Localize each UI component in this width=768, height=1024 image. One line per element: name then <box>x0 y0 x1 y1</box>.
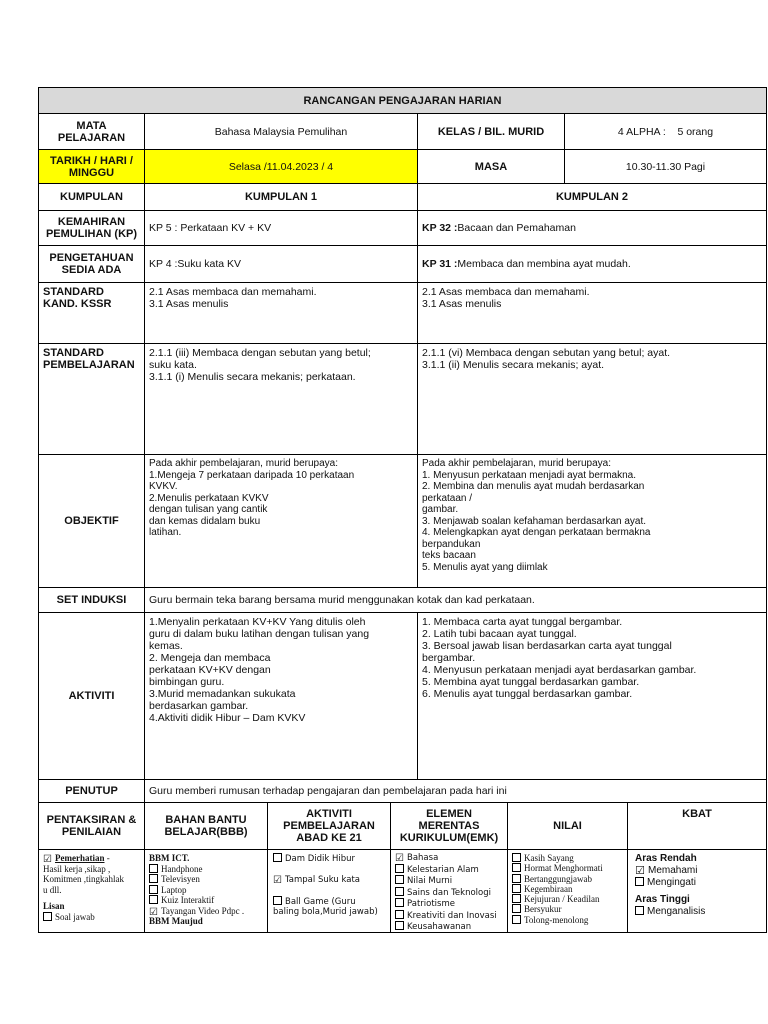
pemerhatian-item <box>43 853 140 895</box>
emk-item <box>395 864 503 876</box>
aktiviti-k1: 1.Menyalin perkataan KV+KV Yang ditulis oleh guru di dalam buku latihan dengan tulisan yang kemas. 2. Mengeja dan membaca perkataan KV+KV dengan bimbingan guru. 3.Murid memadankan sukukata berdasarkan gambar. 4.Aktiviti didik Hibur – Dam KVKV <box>144 612 418 780</box>
kemahiran-k2-text: Bacaan dan Pemahaman <box>457 222 576 234</box>
nilai-item <box>512 904 623 914</box>
page-title: RANCANGAN PENGAJARAN HARIAN <box>38 87 767 114</box>
soal-jawab-label: Soal jawab <box>55 911 95 922</box>
pengetahuan-k1: KP 4 :Suku kata KV <box>144 245 418 283</box>
checkbox[interactable] <box>512 874 521 883</box>
bbb-item-label: Kuiz Interaktif <box>161 895 215 905</box>
checkbox[interactable] <box>43 912 52 921</box>
standard-kand-label: STANDARD KAND. KSSR <box>38 282 145 344</box>
abad-item-label: Dam Didik Hibur <box>285 854 356 864</box>
kelas-value: 4 ALPHA : 5 orang <box>564 113 767 150</box>
emk-cell <box>390 849 508 933</box>
aktiviti-label: AKTIVITI <box>38 612 145 780</box>
checkbox[interactable] <box>395 887 404 896</box>
bbb-item-checked <box>149 906 263 917</box>
abad-cell <box>267 849 391 933</box>
emk-header: ELEMEN MERENTAS KURIKULUM(EMK) <box>390 802 508 850</box>
abad-item <box>273 896 385 917</box>
checkbox[interactable] <box>512 863 521 872</box>
checkbox[interactable] <box>149 874 158 883</box>
pentaksiran-header: PENTAKSIRAN & PENILAIAN <box>38 802 145 850</box>
kbat-item <box>635 906 759 918</box>
nilai-item-label: Bersyukur <box>524 904 562 915</box>
aras-tinggi-label: Aras Tinggi <box>635 894 690 905</box>
pemerhatian-title: Pemerhatian <box>55 853 105 863</box>
standard-pemb-label: STANDARD PEMBELAJARAN <box>38 343 145 455</box>
set-induksi-text: Guru bermain teka barang bersama murid menggunakan kotak dan kad perkataan. <box>144 587 767 613</box>
kbat-item-label: Memahami <box>648 865 698 876</box>
mata-pelajaran-label: MATA PELAJARAN <box>38 113 145 150</box>
nilai-item-label: Hormat Menghormati <box>524 863 603 874</box>
set-induksi-label: SET INDUKSI <box>38 587 145 613</box>
bbm-ict-label: BBM ICT. <box>149 853 190 863</box>
nilai-item-label: Kasih Sayang <box>524 853 574 863</box>
nilai-header: NILAI <box>507 802 628 850</box>
tarikh-value: Selasa /11.04.2023 / 4 <box>144 149 418 184</box>
checkbox-checked[interactable]: ☑ <box>43 854 52 865</box>
kumpulan-1-header: KUMPULAN 1 <box>144 183 418 211</box>
pengetahuan-k2-text: Membaca dan membina ayat mudah. <box>457 258 631 270</box>
nilai-item <box>512 884 623 894</box>
bbb-item <box>149 864 263 875</box>
aras-rendah-label: Aras Rendah <box>635 853 697 864</box>
nilai-item <box>512 894 623 904</box>
nilai-item-label: Tolong-menolong <box>524 914 589 925</box>
bbb-item <box>149 895 263 906</box>
checkbox[interactable] <box>512 853 521 862</box>
abad-item <box>273 853 385 864</box>
mata-pelajaran-value: Bahasa Malaysia Pemulihan <box>144 113 418 150</box>
emk-item <box>395 910 503 922</box>
checkbox[interactable] <box>395 875 404 884</box>
checkbox[interactable] <box>395 864 404 873</box>
bbb-item-label: Handphone <box>161 863 203 874</box>
masa-label: MASA <box>417 149 565 184</box>
objektif-k1: Pada akhir pembelajaran, murid berupaya: 1.Mengeja 7 perkataan daripada 10 perkataan KVKV. 2.Menulis perkataan KVKV dengan tulisan yang cantik dan kemas didalam buku latihan. <box>144 454 418 588</box>
masa-value: 10.30-11.30 Pagi <box>564 149 767 184</box>
emk-item <box>395 887 503 899</box>
standard-kand-k1: 2.1 Asas membaca dan memahami. 3.1 Asas menulis <box>144 282 418 344</box>
kemahiran-label: KEMAHIRAN PEMULIHAN (KP) <box>38 210 145 246</box>
checkbox[interactable] <box>149 885 158 894</box>
emk-item-label: Nilai Murni <box>407 876 453 886</box>
kbat-item-label: Mengingati <box>647 877 696 888</box>
checkbox-checked[interactable]: ☑ <box>395 853 404 864</box>
emk-item-label: Patriotisme <box>407 899 455 909</box>
checkbox[interactable] <box>635 877 644 886</box>
pentaksiran-cell <box>38 849 145 933</box>
checkbox[interactable] <box>273 853 282 862</box>
soal-jawab-item <box>43 912 140 923</box>
nilai-item-label: Kegembiraan <box>524 883 573 894</box>
emk-item-label: Bahasa <box>407 853 439 863</box>
kemahiran-k2-code: KP 32 : <box>422 222 458 234</box>
lisan-label: Lisan <box>43 901 65 911</box>
abad-item-label: Tampal Suku kata <box>285 875 360 885</box>
nilai-item <box>512 915 623 925</box>
penutup-label: PENUTUP <box>38 779 145 803</box>
checkbox[interactable] <box>635 906 644 915</box>
nilai-cell <box>507 849 628 933</box>
objektif-k2: Pada akhir pembelajaran, murid berupaya: 1. Menyusun perkataan menjadi ayat bermakna. 2. Membina dan menulis ayat mudah berdasarkan perkataan / gambar. 3. Menjawab soalan kefahaman berdasarkan ayat. 4. Melengkapkan ayat dengan perkataan bermakna berpandukan teks bacaan 5. Menulis ayat yang diimlak <box>417 454 767 588</box>
emk-item <box>395 921 503 933</box>
checkbox[interactable] <box>273 896 282 905</box>
bbb-item <box>149 874 263 885</box>
checkbox-checked[interactable]: ☑ <box>635 865 645 877</box>
emk-item <box>395 898 503 910</box>
checkbox[interactable] <box>512 904 521 913</box>
checkbox[interactable] <box>149 895 158 904</box>
aktiviti-k2: 1. Membaca carta ayat tunggal bergambar. 2. Latih tubi bacaan ayat tunggal. 3. Bersoal jawab lisan berdasarkan carta ayat tunggal bergambar. 4. Menyusun perkataan menjadi ayat berdasarkan gambar. 5. Membina ayat tunggal berdasarkan gambar. 6. Menulis ayat tunggal berdasarkan gambar. <box>417 612 767 780</box>
emk-item <box>395 875 503 887</box>
kemahiran-k1: KP 5 : Perkataan KV + KV <box>144 210 418 246</box>
kbat-header: KBAT <box>627 802 767 850</box>
pengetahuan-k2-code: KP 31 : <box>422 258 458 270</box>
nilai-item-label: Bertanggungjawab <box>524 873 592 884</box>
kemahiran-k2 <box>417 210 767 246</box>
standard-pemb-k2: 2.1.1 (vi) Membaca dengan sebutan yang betul; ayat. 3.1.1 (ii) Menulis secara mekanis; ayat. <box>417 343 767 455</box>
checkbox[interactable] <box>395 921 404 930</box>
bbm-maujud-label: BBM Maujud <box>149 916 203 926</box>
penutup-text: Guru memberi rumusan terhadap pengajaran dan pembelajaran pada hari ini <box>144 779 767 803</box>
kbat-item-label: Menganalisis <box>647 906 706 917</box>
tarikh-label: TARIKH / HARI / MINGGU <box>38 149 145 184</box>
kbat-cell <box>627 849 767 933</box>
checkbox[interactable] <box>512 915 521 924</box>
abad-header: AKTIVITI PEMBELAJARAN ABAD KE 21 <box>267 802 391 850</box>
kbat-item <box>635 877 759 889</box>
emk-item-label: Keusahawanan <box>407 922 472 932</box>
bbb-cell <box>144 849 268 933</box>
kumpulan-label: KUMPULAN <box>38 183 145 211</box>
standard-kand-k2: 2.1 Asas membaca dan memahami. 3.1 Asas menulis <box>417 282 767 344</box>
emk-item-label: Kelestarian Alam <box>407 864 479 875</box>
nilai-item <box>512 874 623 884</box>
checkbox[interactable] <box>512 884 521 893</box>
nilai-item <box>512 853 623 863</box>
bbb-item-label: Televisyen <box>161 874 200 884</box>
checkbox[interactable] <box>512 894 521 903</box>
checkbox-checked[interactable]: ☑ <box>149 906 158 918</box>
pengetahuan-label: PENGETAHUAN SEDIA ADA <box>38 245 145 283</box>
standard-pemb-k1: 2.1.1 (iii) Membaca dengan sebutan yang betul; suku kata. 3.1.1 (i) Menulis secara mekanis; perkataan. <box>144 343 418 455</box>
bbb-header: BAHAN BANTU BELAJAR(BBB) <box>144 802 268 850</box>
emk-item-checked <box>395 853 503 864</box>
kbat-item-checked <box>635 865 759 877</box>
emk-item-label: Sains dan Teknologi <box>407 887 491 898</box>
checkbox[interactable] <box>395 898 404 907</box>
pemerhatian-desc: - Hasil kerja ,sikap , Komitmen ,tingkahlak u dll. <box>43 853 124 895</box>
nilai-item <box>512 863 623 873</box>
bbb-item-label: Laptop <box>161 884 187 895</box>
abad-item-label: Ball Game (Guru baling bola,Murid jawab) <box>273 897 378 917</box>
checkbox[interactable] <box>395 910 404 919</box>
abad-item-checked <box>273 875 385 885</box>
kumpulan-2-header: KUMPULAN 2 <box>417 183 767 211</box>
objektif-label: OBJEKTIF <box>38 454 145 588</box>
checkbox[interactable] <box>149 864 158 873</box>
pengetahuan-k2 <box>417 245 767 283</box>
emk-item-label: Kreativiti dan Inovasi <box>407 910 497 921</box>
bbb-item-label: Tayangan Video Pdpc . <box>161 905 245 916</box>
checkbox-checked[interactable]: ☑ <box>273 875 282 886</box>
kelas-label: KELAS / BIL. MURID <box>417 113 565 150</box>
bbb-item <box>149 885 263 896</box>
nilai-item-label: Kejujuran / Keadilan <box>524 894 600 905</box>
